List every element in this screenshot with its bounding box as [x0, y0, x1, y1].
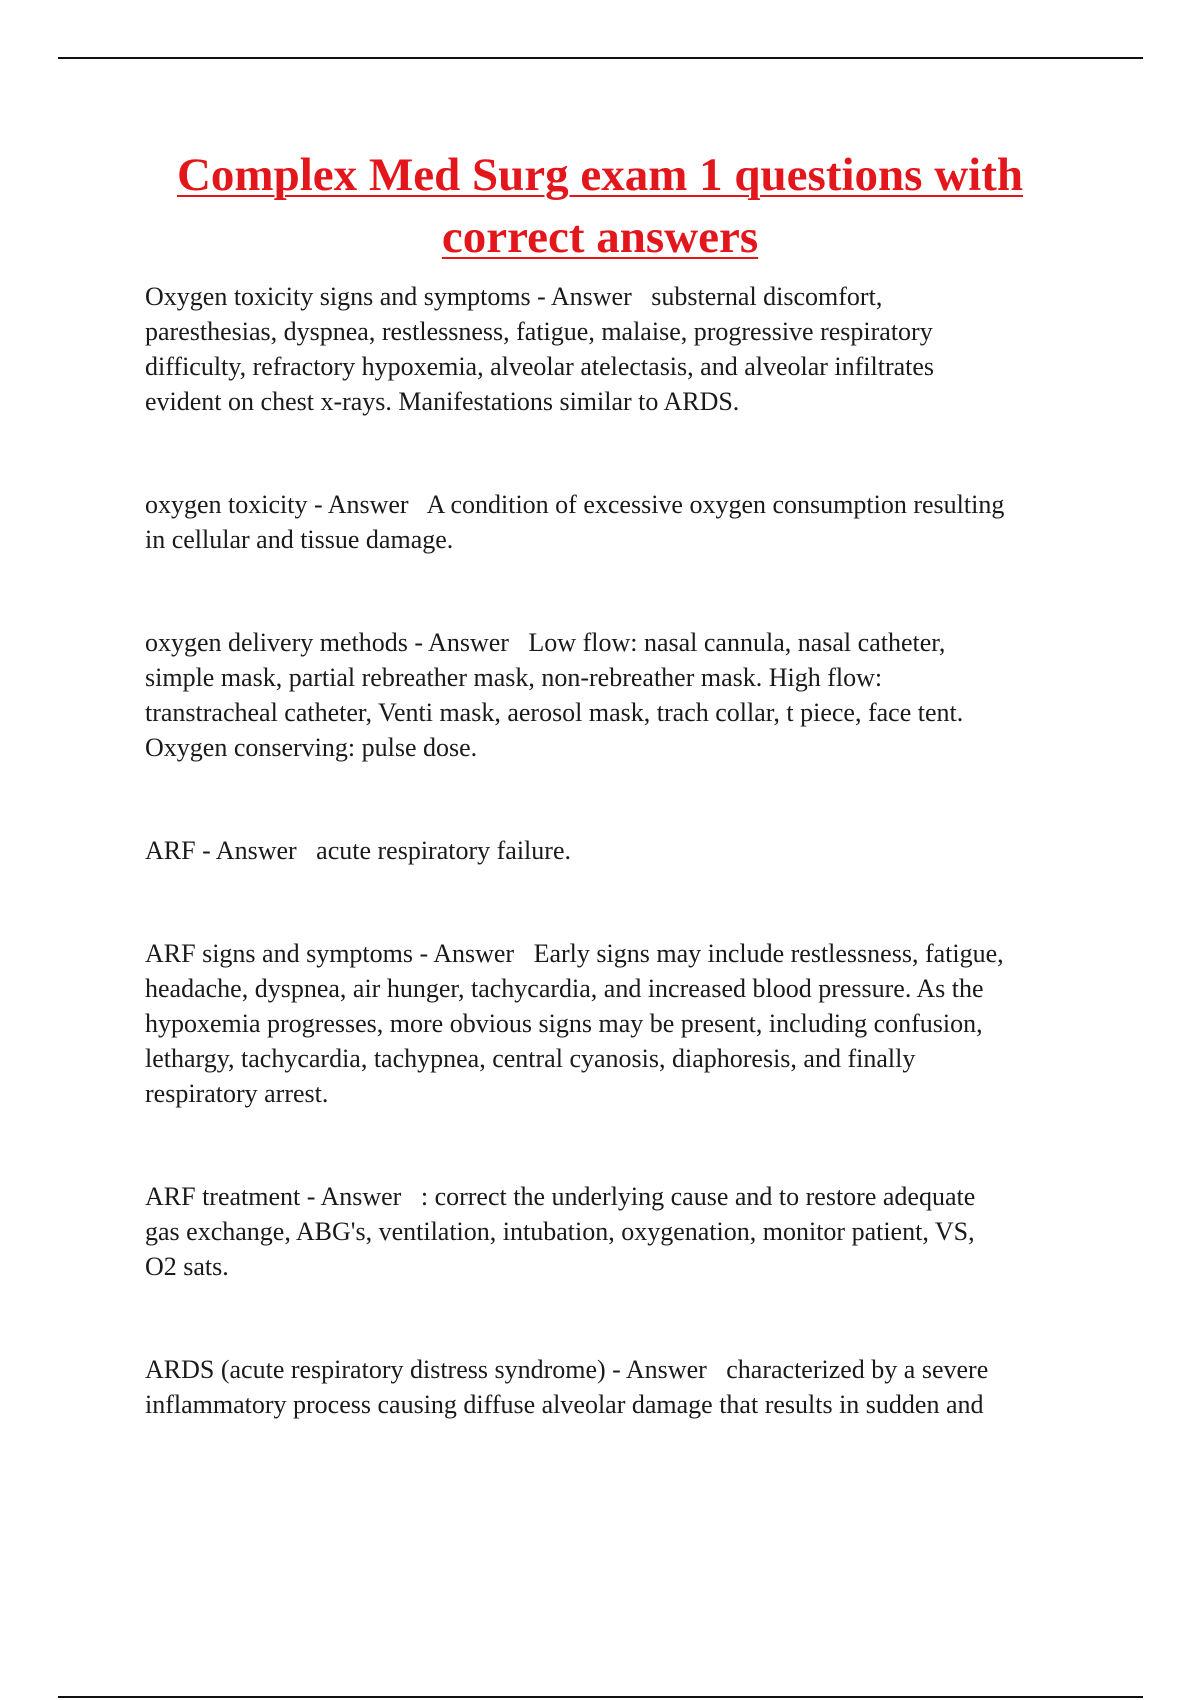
qa-entry-arf: ARF - Answer acute respiratory failure. — [145, 836, 571, 865]
qa-entry-arf-treatment: ARF treatment - Answer : correct the underlying cause and to restore adequate gas exchange, ABG's, ventilation, intubation, oxygenation, monitor patient, VS, O2 sats. — [145, 1182, 976, 1281]
qa-entry-arf-symptoms: ARF signs and symptoms - Answer Early signs may include restlessness, fatigue, headache, dyspnea, air hunger, tachycardia, and increased blood pressure. As the hypoxemia progresses, more obvious signs may be present, including confusion, lethargy, tachycardia, tachypnea, central cyanosis, diaphoresis, and finally respiratory arrest. — [145, 939, 1004, 1108]
qa-entry-oxygen-toxicity-symptoms: Oxygen toxicity signs and symptoms - Answer substernal discomfort, paresthesias, dyspnea, restlessness, fatigue, malaise, progressive respiratory difficulty, refractory hypoxemia, alveolar atelectasis, and alveolar infiltrates evident on chest x-rays. Manifestations similar to ARDS. — [145, 282, 935, 416]
document-title: Complex Med Surg exam 1 questions with correct answers — [176, 149, 1024, 263]
footer-rule — [58, 1696, 1143, 1698]
qa-entry-oxygen-toxicity: oxygen toxicity - Answer A condition of excessive oxygen consumption resulting in cellular and tissue damage. — [145, 490, 1005, 554]
qa-entry-oxygen-delivery-methods: oxygen delivery methods - Answer Low flow: nasal cannula, nasal catheter, simple mask, partial rebreather mask, non-rebreather mask. High flow: transtracheal catheter, Venti mask, aerosol mask, trach collar, t piece, face tent. Oxygen conserving: pulse dose. — [145, 628, 964, 762]
qa-entry-ards: ARDS (acute respiratory distress syndrome) - Answer characterized by a severe inflammatory process causing diffuse alveolar damage that results in sudden and — [145, 1355, 989, 1419]
header-rule — [58, 57, 1143, 59]
qa-list — [145, 279, 1090, 1490]
